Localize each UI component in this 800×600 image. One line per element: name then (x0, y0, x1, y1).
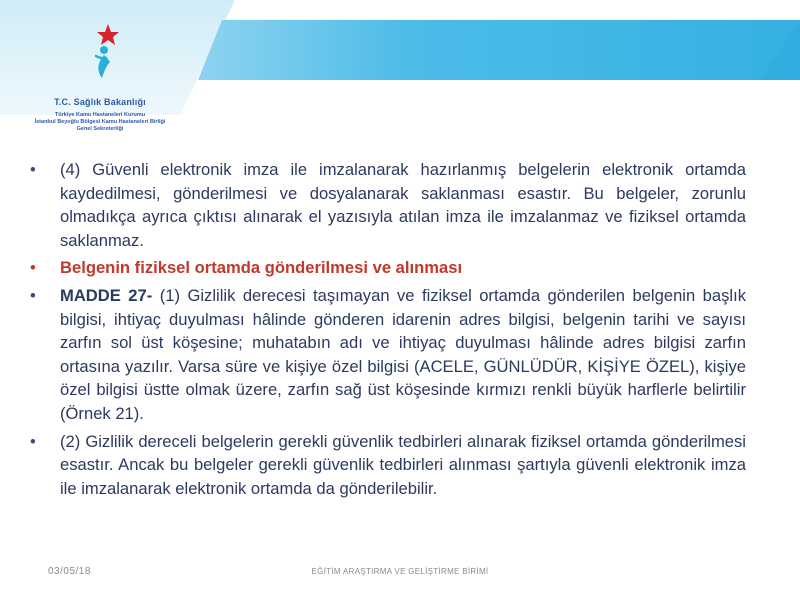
bullet-dot: • (30, 431, 36, 451)
bullet-dot: • (30, 160, 36, 179)
logo-subtitle-line-2: İstanbul Beyoğlu Bölgesi Kamu Hastaneleri Birliği (34, 119, 166, 125)
footer-date: 03/05/18 (48, 566, 91, 577)
logo-subtitle-line-1: Türkiye Kamu Hastaneleri Kurumu (54, 112, 146, 118)
bullet-item (30, 430, 746, 501)
ministry-emblem-icon (68, 22, 136, 94)
logo-subtitle-line-3: Genel Sekreterliği (76, 126, 124, 132)
footer-unit-name: EĞİTİM ARAŞTIRMA VE GELİŞTİRME BİRİMİ (311, 567, 489, 576)
article-text: (1) Gizlilik derecesi taşımayan ve fiziksel ortamda gönderilen belgenin başlık bilgisi, ihtiyaç duyulması hâlinde gönderen idarenin adres bilgisi, belgenin tarihi ve sayısı zarfın sol üst köşesine; muhatabın adı ve ihtiyaç duyulması hâlinde adres bilgisi zarfın ortasına yazılır. Varsa süre ve kişiye özel bilgisi (ACELE, GÜNLÜDÜR, KİŞİYE ÖZEL), kişiye özel bilgisi üstte olmak üzere, zarfın sağ üst köşesinde kırmızı renkli büyük harflerle belirtilir (Örnek 21). (60, 285, 747, 423)
bullet-dot: • (30, 285, 36, 305)
bullet-text: (4) Güvenli elektronik imza ile imzalanarak hazırlanmış belgelerin elektronik ortamda kaydedilmesi, gönderilmesi ve dosyalanarak saklanması esastır. Bu belgeler, zorunlu olmadıkça ayrıca çıktısı alınarak el yazısıyla atılan imza ile imzalanmaz ve fiziksel ortamda saklanmaz. (60, 160, 746, 250)
bullet-dot: • (30, 258, 36, 278)
header-blue-band (198, 20, 800, 80)
ministry-logo (0, 0, 200, 145)
slide-body (30, 158, 746, 504)
section-heading-item (30, 256, 746, 280)
bullet-item (30, 158, 746, 252)
section-heading: Belgenin fiziksel ortamda gönderilmesi ve alınması (60, 258, 463, 278)
logo-title: T.C. Sağlık Bakanlığı (54, 97, 146, 107)
bullet-text (60, 286, 746, 423)
article-label: MADDE 27- (60, 285, 153, 305)
bullet-item (30, 284, 746, 426)
bullet-text: (2) Gizlilik dereceli belgelerin gerekli güvenlik tedbirleri alınarak fiziksel ortamda gönderilmesi esastır. Ancak bu belgeler gerekli güvenlik tedbirleri alınması şartıyla güvenli elektronik imza ile imzalanarak elektronik ortamda da gönderilebilir. (60, 431, 746, 498)
